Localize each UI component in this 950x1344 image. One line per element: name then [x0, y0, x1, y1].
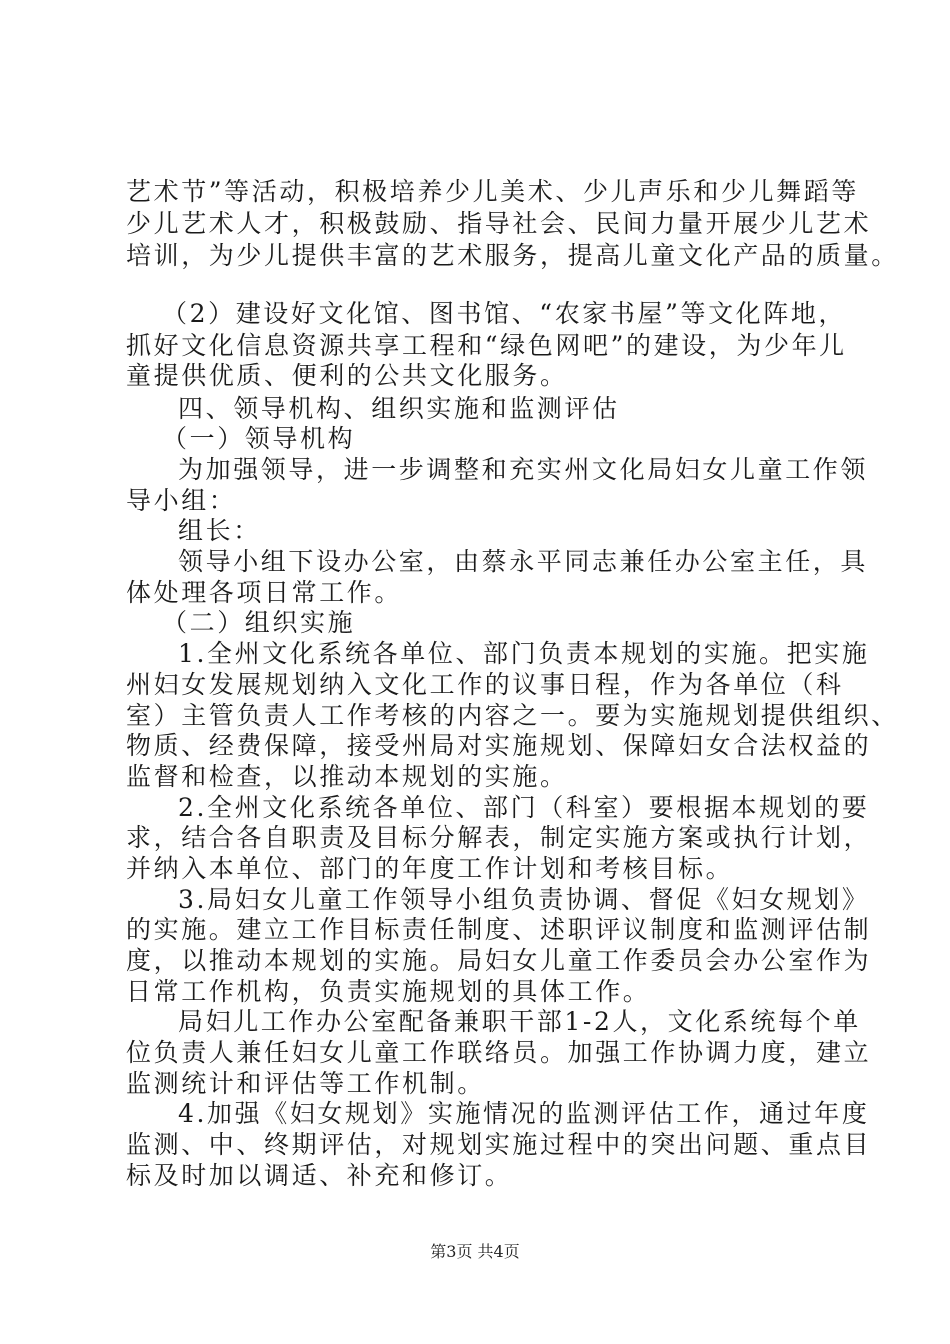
subsection-heading: （一）领导机构: [162, 424, 356, 453]
page-number-footer: 第3页 共4页: [430, 1242, 520, 1261]
paragraph-line: 并纳入本单位、部门的年度工作计划和考核目标。: [126, 854, 734, 883]
paragraph-line: 室）主管负责人工作考核的内容之一。要为实施规划提供组织、: [126, 701, 899, 730]
paragraph-line: 艺术节”等活动，积极培养少儿美术、少儿声乐和少儿舞蹈等: [126, 177, 859, 206]
paragraph-line: 局妇儿工作办公室配备兼职干部1-2人，文化系统每个单: [178, 1007, 861, 1036]
paragraph-line: 2.全州文化系统各单位、部门（科室）要根据本规划的要: [178, 793, 870, 822]
paragraph-line: 监测统计和评估等工作机制。: [126, 1069, 485, 1098]
paragraph-line: 领导小组下设办公室，由蔡永平同志兼任办公室主任，具: [178, 547, 869, 576]
paragraph-line: 求，结合各自职责及目标分解表，制定实施方案或执行计划，: [126, 823, 872, 852]
paragraph-line: 体处理各项日常工作。: [126, 578, 403, 607]
paragraph-line: 1.全州文化系统各单位、部门负责本规划的实施。把实施: [178, 639, 870, 668]
paragraph-line: 日常工作机构，负责实施规划的具体工作。: [126, 977, 651, 1006]
paragraph-line: 物质、经费保障，接受州局对实施规划、保障妇女合法权益的: [126, 731, 872, 760]
paragraph-line: 为加强领导，进一步调整和充实州文化局妇女儿童工作领: [178, 455, 869, 484]
paragraph-line: 抓好文化信息资源共享工程和“绿色网吧”的建设，为少年儿: [126, 331, 847, 360]
paragraph-line: 培训，为少儿提供丰富的艺术服务，提高儿童文化产品的质量。: [126, 241, 899, 270]
paragraph-line: 组长：: [178, 516, 261, 545]
paragraph-line: 监督和检查，以推动本规划的实施。: [126, 762, 568, 791]
paragraph-line: 3.局妇女儿童工作领导小组负责协调、督促《妇女规划》: [178, 885, 870, 914]
section-heading: 四、领导机构、组织实施和监测评估: [178, 394, 620, 423]
paragraph-line: 州妇女发展规划纳入文化工作的议事日程，作为各单位（科: [126, 670, 844, 699]
paragraph-line: 导小组：: [126, 486, 237, 515]
paragraph-line: 位负责人兼任妇女儿童工作联络员。加强工作协调力度，建立: [126, 1038, 872, 1067]
paragraph-line: 度，以推动本规划的实施。局妇女儿童工作委员会办公室作为: [126, 946, 872, 975]
paragraph-line: 童提供优质、便利的公共文化服务。: [126, 361, 568, 390]
paragraph-line: 的实施。建立工作目标责任制度、述职评议制度和监测评估制: [126, 915, 872, 944]
paragraph-line: 4.加强《妇女规划》实施情况的监测评估工作，通过年度: [178, 1099, 870, 1128]
paragraph-line: 少儿艺术人才，积极鼓励、指导社会、民间力量开展少儿艺术: [126, 209, 872, 238]
subsection-heading: （二）组织实施: [162, 608, 356, 637]
paragraph-line: （2）建设好文化馆、图书馆、“农家书屋”等文化阵地，: [162, 299, 847, 328]
paragraph-line: 监测、中、终期评估，对规划实施过程中的突出问题、重点目: [126, 1130, 872, 1159]
paragraph-line: 标及时加以调适、补充和修订。: [126, 1161, 513, 1190]
